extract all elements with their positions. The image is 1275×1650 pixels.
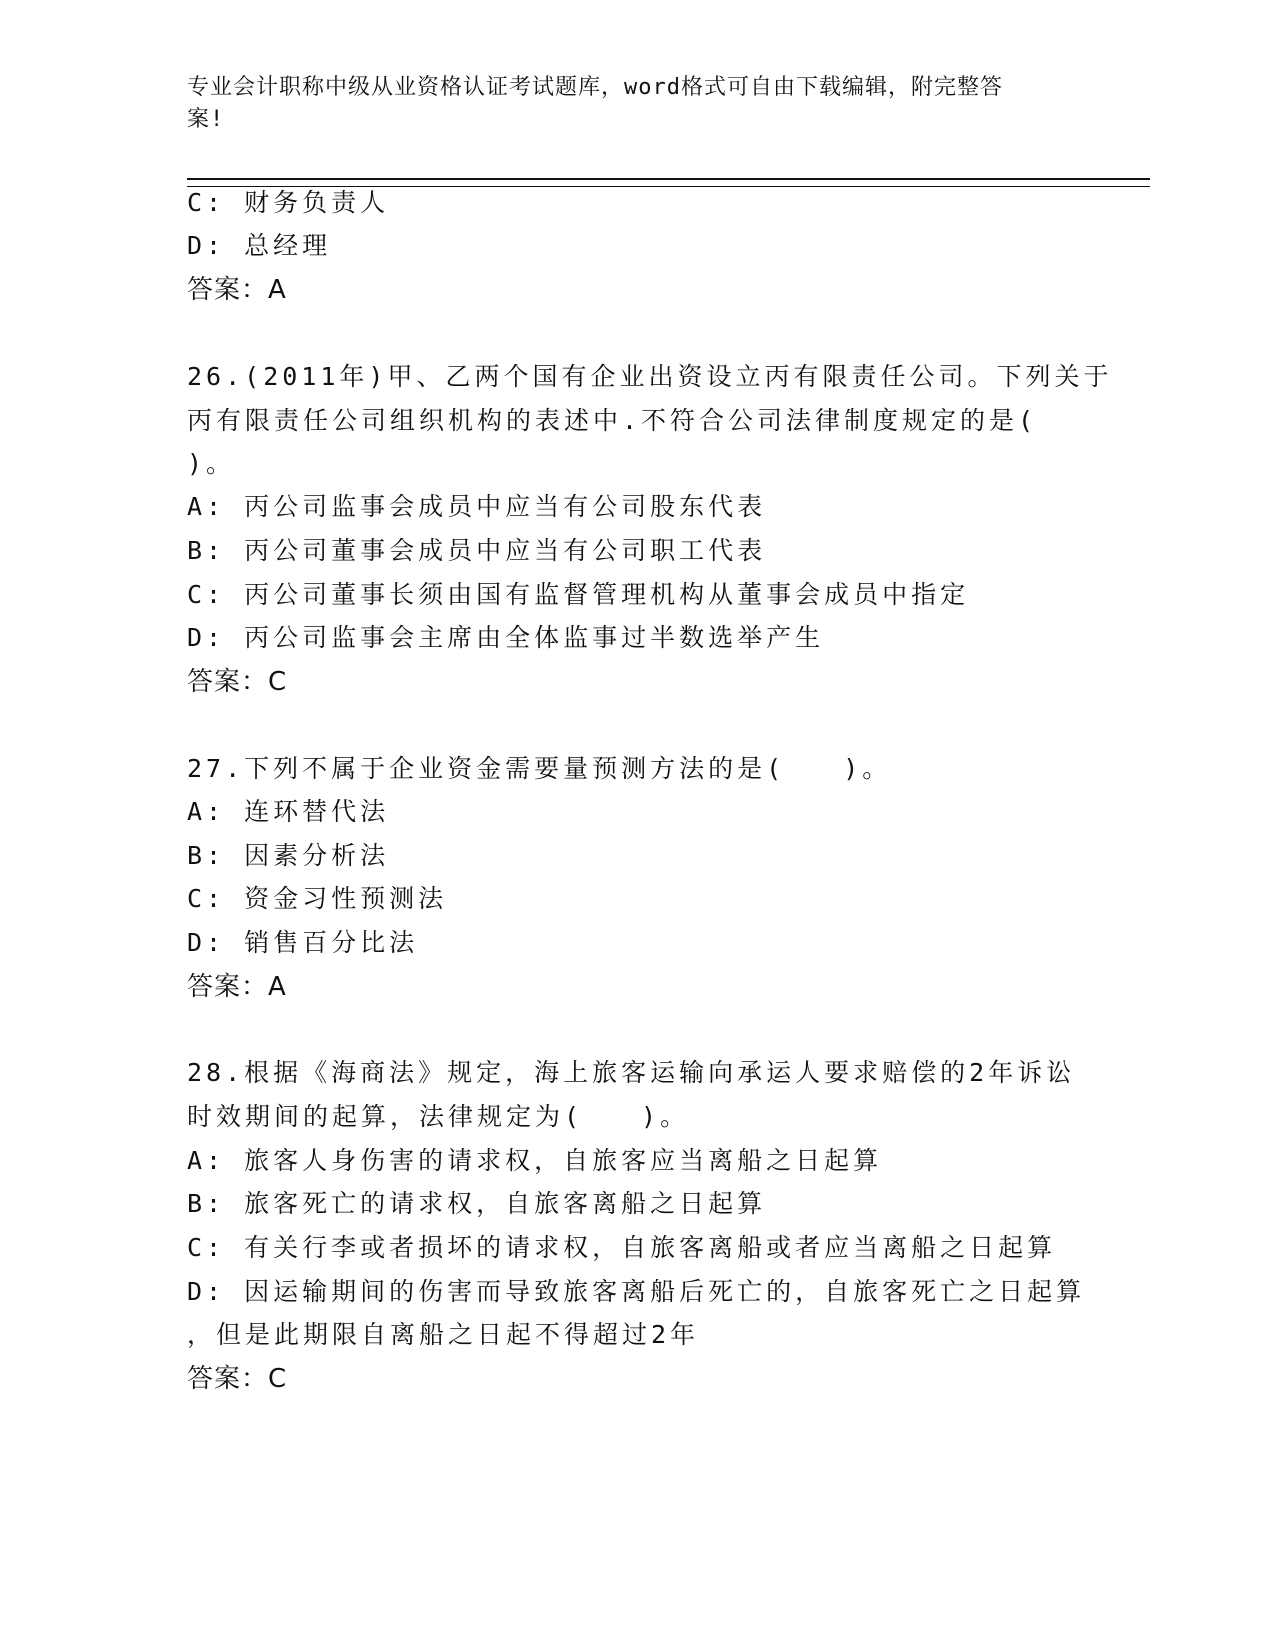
q26-answer: 答案：C [187, 667, 288, 697]
q27-option-b: B: 因素分析法 [187, 841, 390, 870]
q28-option-c: C: 有关行李或者损坏的请求权，自旅客离船或者应当离船之日起算 [187, 1233, 1057, 1262]
q26-option-d: D: 丙公司监事会主席由全体监事过半数选举产生 [187, 623, 825, 652]
prev-option-c: C: 财务负责人 [187, 188, 390, 217]
q26-stem-line-2: 丙有限责任公司组织机构的表述中.不符合公司法律制度规定的是( [187, 406, 1038, 435]
prev-option-d: D: 总经理 [187, 231, 332, 260]
q27-stem: 27.下列不属于企业资金需要量预测方法的是( )。 [187, 754, 892, 783]
q28-stem-line-1: 28.根据《海商法》规定，海上旅客运输向承运人要求赔偿的2年诉讼 [187, 1058, 1076, 1087]
q26-stem-line-3: )。 [187, 449, 236, 478]
q26-stem-line-1: 26.(2011年)甲、乙两个国有企业出资设立丙有限责任公司。下列关于 [187, 362, 1113, 391]
q26-option-a: A: 丙公司监事会成员中应当有公司股东代表 [187, 492, 767, 521]
q27-answer: 答案：A [187, 972, 287, 1002]
q26-option-c: C: 丙公司董事长须由国有监督管理机构从董事会成员中指定 [187, 580, 970, 609]
q28-option-b: B: 旅客死亡的请求权，自旅客离船之日起算 [187, 1189, 767, 1218]
header-line-1: 专业会计职称中级从业资格认证考试题库，word格式可自由下载编辑，附完整答 [187, 75, 1003, 100]
q28-option-d-line-2: ，但是此期限自离船之日起不得超过2年 [187, 1320, 700, 1349]
q27-option-c: C: 资金习性预测法 [187, 884, 448, 913]
q28-answer: 答案：C [187, 1364, 288, 1394]
page-header [187, 72, 1067, 136]
q27-option-d: D: 销售百分比法 [187, 928, 419, 957]
header-divider [187, 178, 1150, 187]
q26-option-b: B: 丙公司董事会成员中应当有公司职工代表 [187, 536, 767, 565]
q28-option-d-line-1: D: 因运输期间的伤害而导致旅客离船后死亡的，自旅客死亡之日起算 [187, 1277, 1086, 1306]
prev-answer: 答案：A [187, 275, 287, 305]
q27-option-a: A: 连环替代法 [187, 797, 390, 826]
q28-option-a: A: 旅客人身伤害的请求权，自旅客应当离船之日起算 [187, 1146, 883, 1175]
header-line-2: 案! [187, 107, 225, 132]
q28-stem-line-2: 时效期间的起算，法律规定为( )。 [187, 1102, 690, 1131]
